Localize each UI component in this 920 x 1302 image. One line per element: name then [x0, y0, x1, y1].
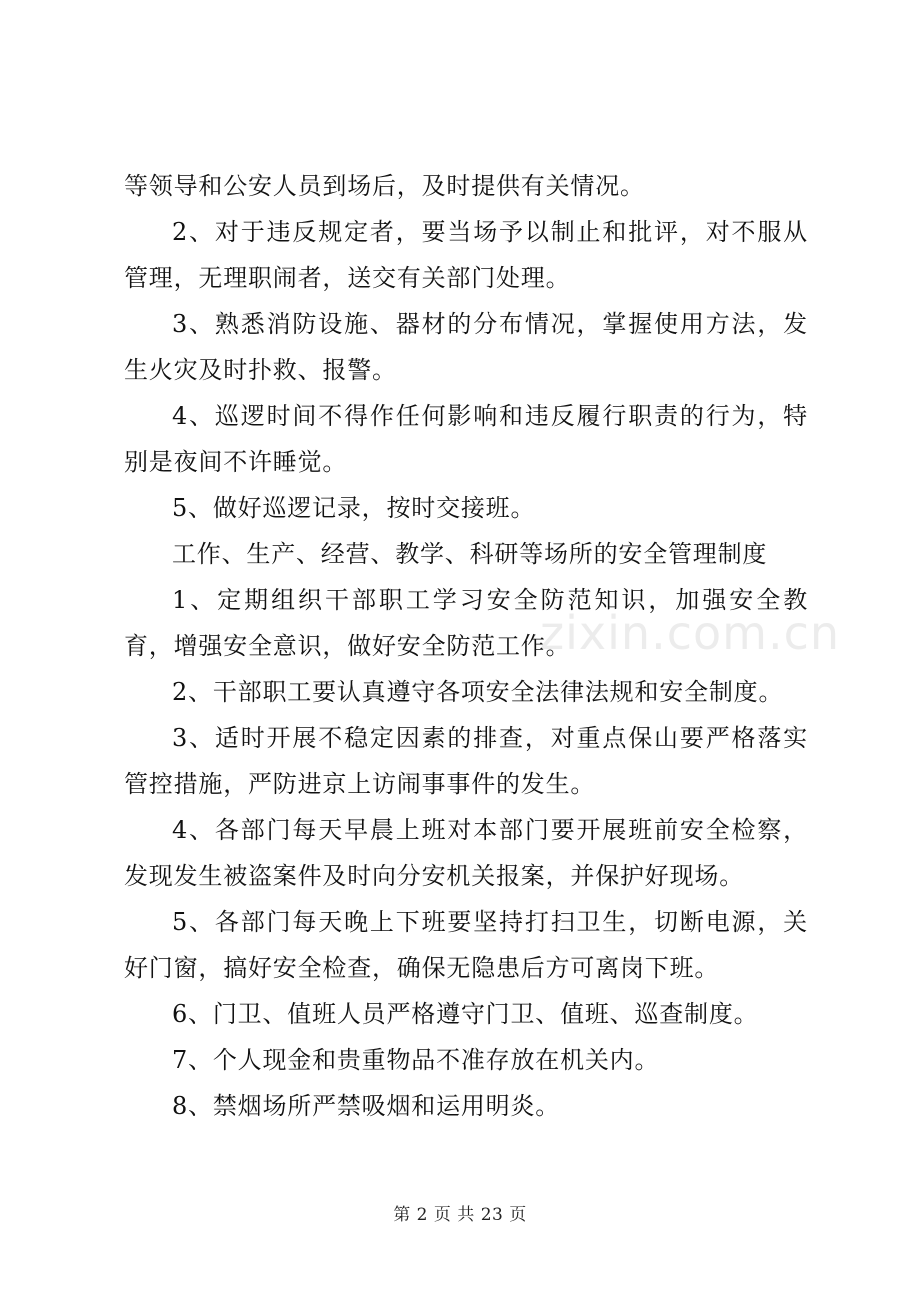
paragraph-7: 1、定期组织干部职工学习安全防范知识，加强安全教育，增强安全意识，做好安全防范工作。 [124, 586, 808, 660]
paragraph-10: 4、各部门每天早晨上班对本部门要开展班前安全检察，发现发生被盗案件及时向分安机关报案，并保护好现场。 [124, 816, 808, 890]
paragraph-5: 5、做好巡逻记录，按时交接班。 [172, 494, 536, 522]
page-footer: 第 2 页 共 23 页 [393, 1205, 527, 1225]
paragraph-13: 7、个人现金和贵重物品不准存放在机关内。 [172, 1046, 660, 1074]
paragraph-1: 等领导和公安人员到场后，及时提供有关情况。 [124, 172, 645, 200]
paragraph-3: 3、熟悉消防设施、器材的分布情况，掌握使用方法，发生火灾及时扑救、报警。 [124, 310, 808, 384]
paragraph-8: 2、干部职工要认真遵守各项安全法律法规和安全制度。 [172, 678, 784, 706]
watermark: zixin.com.cn [540, 606, 841, 660]
document-body [124, 163, 808, 1129]
paragraph-12: 6、门卫、值班人员严格遵守门卫、值班、巡查制度。 [172, 1000, 759, 1028]
paragraph-2: 2、对于违反规定者，要当场予以制止和批评，对不服从管理，无理职闹者，送交有关部门处理。 [124, 218, 808, 292]
paragraph-4: 4、巡逻时间不得作任何影响和违反履行职责的行为，特别是夜间不许睡觉。 [124, 402, 808, 476]
paragraph-11: 5、各部门每天晚上下班要坚持打扫卫生，切断电源，关好门窗，搞好安全检查，确保无隐患后方可离岗下班。 [124, 908, 808, 982]
paragraph-9: 3、适时开展不稳定因素的排查，对重点保山要严格落实管控措施，严防进京上访闹事事件的发生。 [124, 724, 808, 798]
paragraph-14: 8、禁烟场所严禁吸烟和运用明炎。 [172, 1092, 561, 1120]
section-heading: 工作、生产、经营、教学、科研等场所的安全管理制度 [172, 540, 768, 568]
